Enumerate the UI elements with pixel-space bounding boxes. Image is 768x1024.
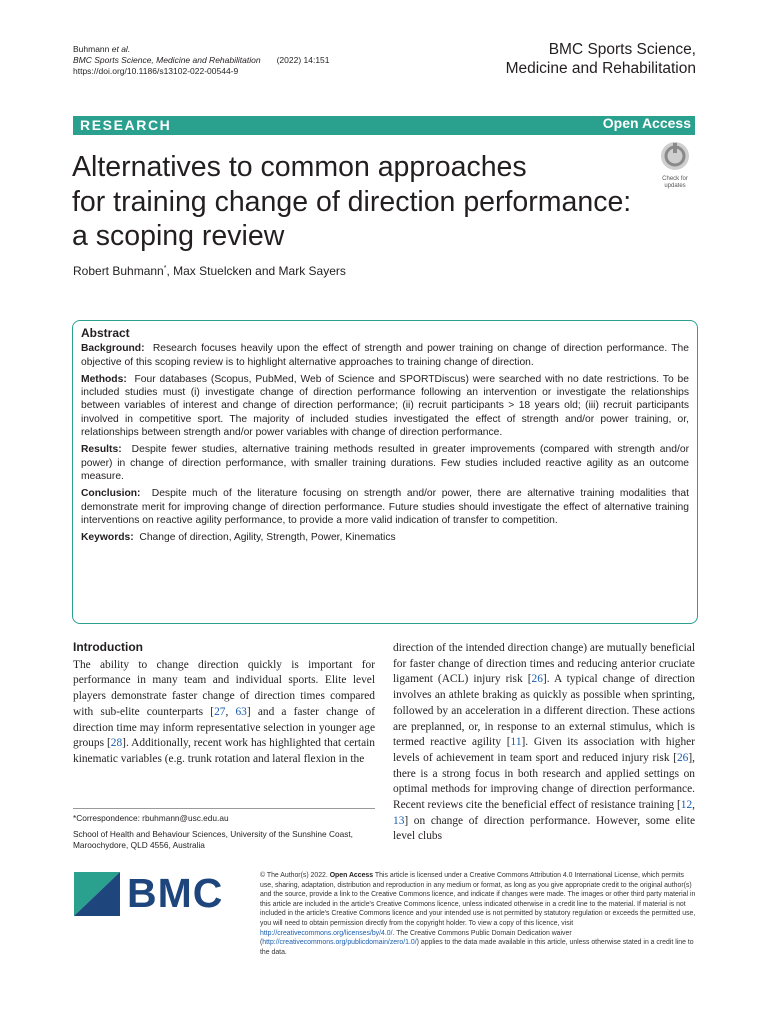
affiliation-note: School of Health and Behaviour Sciences, University of the Sunshine Coast, Maroochydore, QLD 4556, Australia [73,829,353,850]
abstract-background: Background: Research focuses heavily upon the effect of strength and power training on change of direction performance. The objective of this scoping review is to highlight alternative approaches to training change of direction. [81,343,689,368]
citation-link[interactable]: 13 [393,814,405,827]
license-link[interactable]: http://creativecommons.org/licenses/by/4.0/ [260,929,393,937]
footnote-divider [73,808,375,809]
correspondence-note: *Correspondence: rbuhmann@usc.edu.au [73,813,229,823]
bmc-logo-icon [74,872,120,916]
meta-doi[interactable]: https://doi.org/10.1186/s13102-022-00544-9 [73,66,239,76]
public-domain-link[interactable]: http://creativecommons.org/publicdomain/zero/1.0/ [262,939,417,947]
abstract-results: Results: Despite fewer studies, alternative training methods resulted in greater improvements (compared with strength and/or power) in change of direction performance, with smaller training durations. Few studies included reactive agility as an outcome measure. [81,444,689,482]
abstract-box [72,320,698,624]
abstract-heading: Abstract [81,326,130,340]
journal-name: BMC Sports Science, Medicine and Rehabilitation [505,41,696,77]
body-right-column: direction of the intended direction change) are mutually beneficial for faster change of direction times and reducing anterior cruciate ligament (ACL) injury risk [26]. A typical change of direction involves an athlete braking as quickly as possible when sprinting, followed by an acceleration in a different direction. These actions are preplanned, or, in response to an external stimulus, which is termed reactive agility [11]. Given its association with higher levels of achievement in team sport and reduced injury risk [26], there is a strong focus in both research and applied settings on optimal methods for improving change of direction performance. Recent reviews cite the beneficial effect of resistance training [12, 13] on change of direction performance. However, some elite level clubs [393,642,695,843]
author-list: Robert Buhmann*, Max Stuelcken and Mark Sayers [73,264,346,278]
intro-paragraph: The ability to change direction quickly is important for performance in many team and individual sports. Elite level players demonstrate faster change of direction times compared with sub-elite counterparts [27, 63] and a faster change of direction time may inform representative selection in younger age groups [28]. Additionally, recent work has highlighted that certain kinematic variables (e.g. trunk rotation and lateral flexion in the [73,658,376,765]
citation-link[interactable]: 63 [235,705,247,718]
citation-link[interactable]: 26 [676,751,689,764]
citation-link[interactable]: 12 [680,799,693,812]
meta-citation: BMC Sports Science, Medicine and Rehabilitation (2022) 14:151 [73,55,330,65]
abstract-methods: Methods: Four databases (Scopus, PubMed, Web of Science and SPORTDiscus) were searched with no date restrictions. To be included studies must (i) investigate change of direction performance following an intervention or investigate the relationships between variables of interest and change of direction performance; (ii) recruit participants > 18 years old; (iii) recruit participants involved in competitive sport. The majority of included studies investigated the effect of strength and/or power training, or, relationships between strength and/or power variables with change of direction performance. [81,373,689,439]
article-title: Alternatives to common approaches for training change of direction performance: a scoping review [72,151,632,252]
citation-link[interactable]: 28 [110,737,123,750]
check-updates-icon [660,141,690,171]
check-for-updates-button[interactable]: Check for updates [653,141,697,189]
citation-link[interactable]: 26 [531,673,543,686]
research-label: RESEARCH [80,117,172,133]
body-left-column [73,640,375,768]
bmc-logo: BMC [74,872,214,916]
citation-link[interactable]: 11 [510,736,522,749]
abstract-keywords: Keywords: Change of direction, Agility, Strength, Power, Kinematics [81,532,396,544]
abstract-conclusion: Conclusion: Despite much of the literature focusing on strength and/or power, there are alternative training modalities that demonstrate merit for improving change of direction performance. Future studies should investigate the effect of alternative training interventions on reactive agility performance, to provide a more valid indication of transfer to competition. [81,488,689,526]
citation-link[interactable]: 27 [214,705,226,718]
article-meta [73,44,330,77]
meta-authors: Buhmann et al. [73,44,131,54]
license-text: © The Author(s) 2022. Open Access This article is licensed under a Creative Commons Attribution 4.0 International License, which permits use, sharing, adaptation, distribution and reproduction in any medium or format, as long as you give appropriate credit to the original author(s) and the source, provide a link to the Creative Commons licence, and indicate if changes were made. The images or other third party material in this article are included in the article's Creative Commons licence, unless indicated otherwise in a credit line to the material. If material is not included in the article's Creative Commons licence and your intended use is not permitted by statutory regulation or exceeds the permitted use, you will need to obtain permission directly from the copyright holder. To view a copy of this licence, visit http://creativecommons.org/licenses/by/4.0/. The Creative Commons Public Domain Dedication waiver (http://creativecommons.org/publicdomain/zero/1.0/) applies to the data made available in this article, unless otherwise stated in a credit line to the data. [260,872,696,956]
section-heading-introduction: Introduction [73,640,143,654]
article-type-banner [73,116,695,135]
open-access-label: Open Access [602,115,691,131]
